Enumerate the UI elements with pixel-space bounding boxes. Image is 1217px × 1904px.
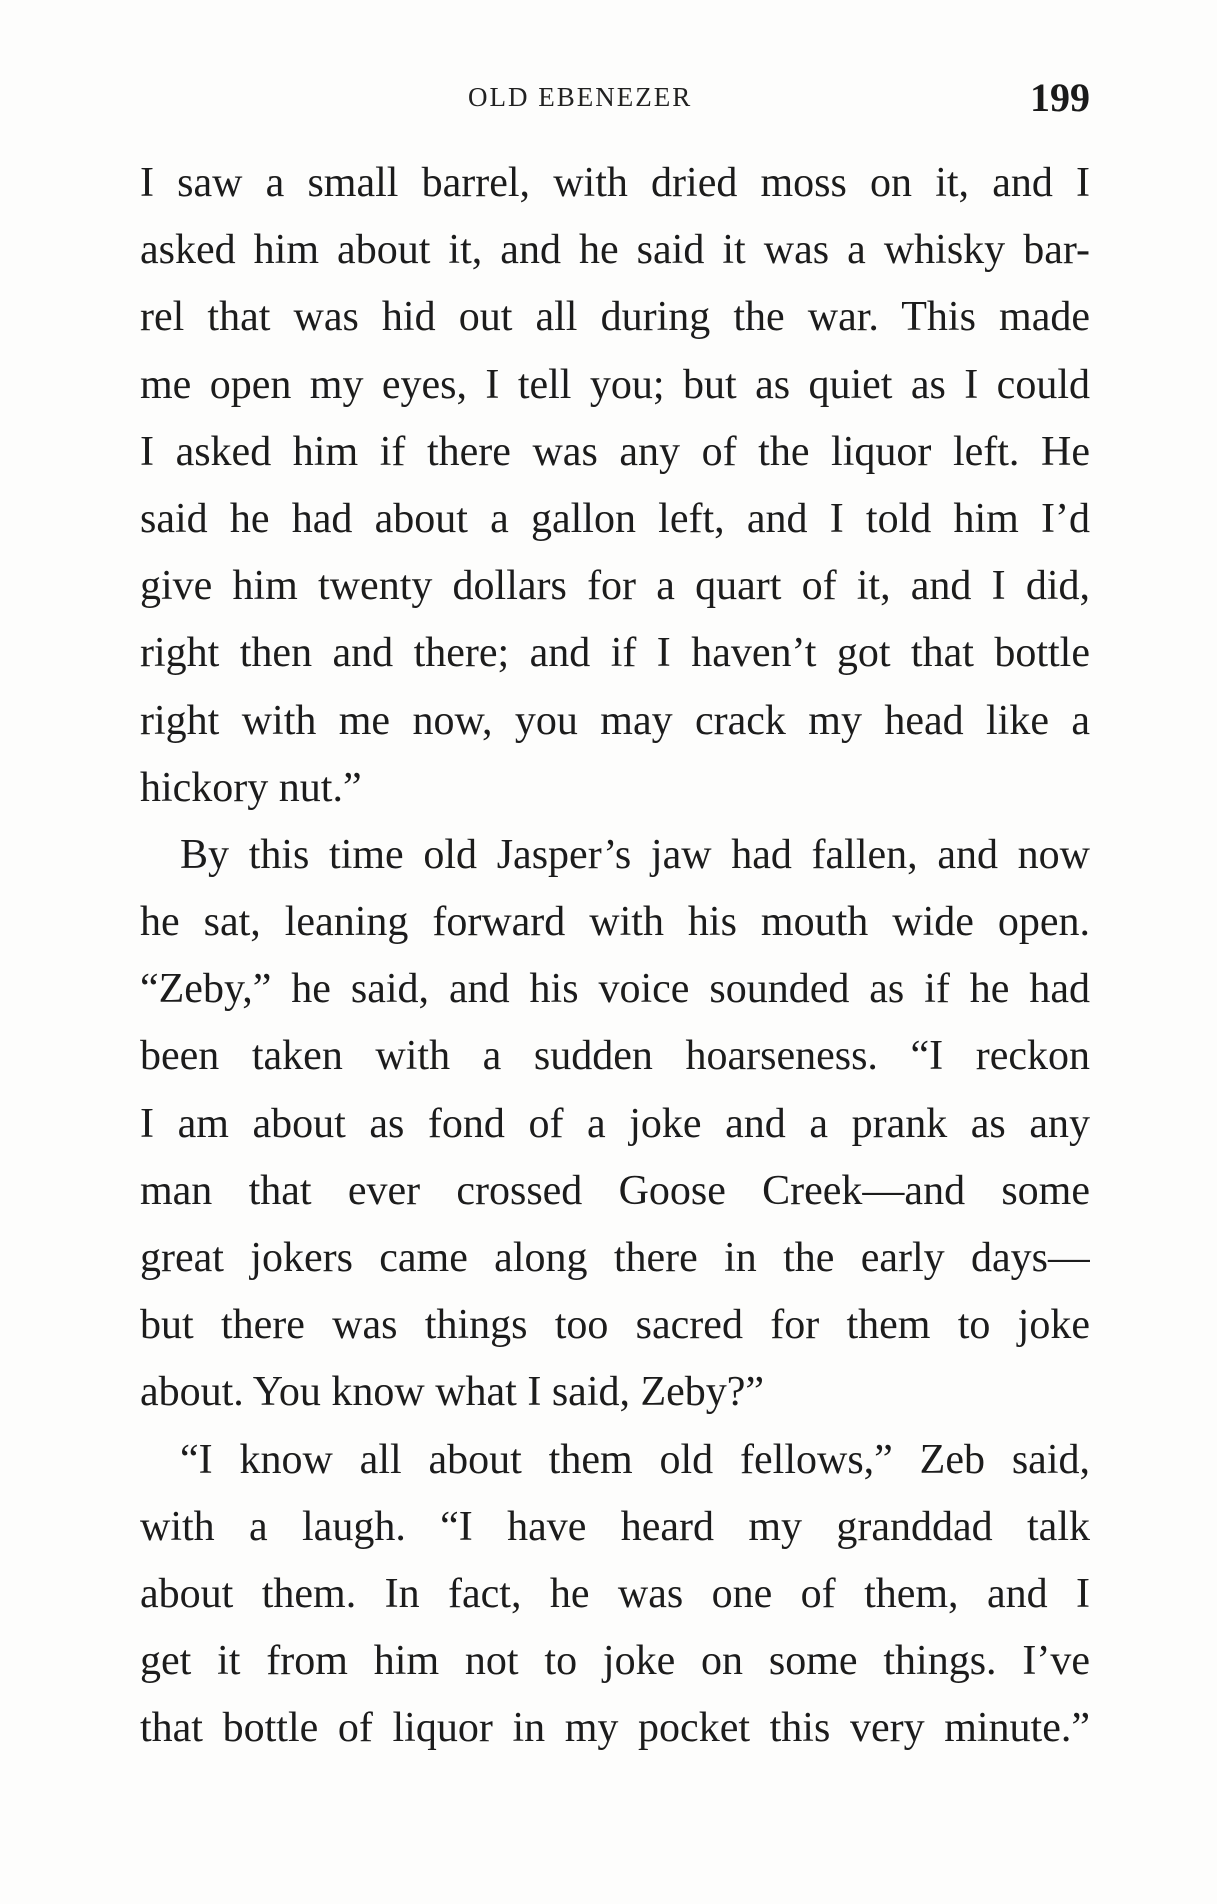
body-text: [140, 150, 1090, 1763]
running-title: OLD EBENEZER: [468, 82, 693, 112]
text-line: me open my eyes, I tell you; but as quiet as I could: [140, 361, 1090, 408]
running-head: [140, 74, 1090, 124]
text-line: been taken with a sudden hoarseness. “I reckon: [140, 1033, 1090, 1080]
text-line: “Zeby,” he said, and his voice sounded as if he had: [140, 966, 1090, 1013]
text-line: give him twenty dollars for a quart of it, and I did,: [140, 563, 1090, 610]
text-line: that bottle of liquor in my pocket this very minute.”: [140, 1705, 1090, 1752]
text-line: man that ever crossed Goose Creek—and some: [140, 1167, 1090, 1214]
text-line: but there was things too sacred for them to joke: [140, 1302, 1090, 1349]
text-line: about them. In fact, he was one of them, and I: [140, 1570, 1090, 1617]
paragraph-1: [140, 150, 1090, 822]
text-line: asked him about it, and he said it was a whisky bar-: [140, 227, 1090, 274]
text-line: said he had about a gallon left, and I told him I’d: [140, 495, 1090, 542]
text-line: “I know all about them old fellows,” Zeb said,: [180, 1436, 1090, 1483]
text-line: he sat, leaning forward with his mouth wide open.: [140, 899, 1090, 946]
page-number: 199: [1030, 75, 1090, 120]
text-line: hickory nut.”: [140, 764, 362, 811]
text-line: I am about as fond of a joke and a prank as any: [140, 1100, 1090, 1147]
paragraph-3: [140, 1427, 1090, 1763]
text-line: with a laugh. “I have heard my granddad talk: [140, 1503, 1090, 1550]
text-line: great jokers came along there in the early days—: [140, 1235, 1090, 1281]
paragraph-2: [140, 822, 1090, 1427]
text-line: I saw a small barrel, with dried moss on it, and I: [140, 160, 1090, 206]
text-line: right with me now, you may crack my head like a: [140, 697, 1090, 744]
text-line: about. You know what I said, Zeby?”: [140, 1369, 765, 1416]
text-line: rel that was hid out all during the war. This made: [140, 294, 1090, 341]
text-line: I asked him if there was any of the liquor left. He: [140, 428, 1090, 475]
text-line: get it from him not to joke on some things. I’ve: [140, 1638, 1090, 1685]
text-line: By this time old Jasper’s jaw had fallen, and now: [180, 831, 1090, 878]
text-line: right then and there; and if I haven’t got that bottle: [140, 630, 1090, 677]
